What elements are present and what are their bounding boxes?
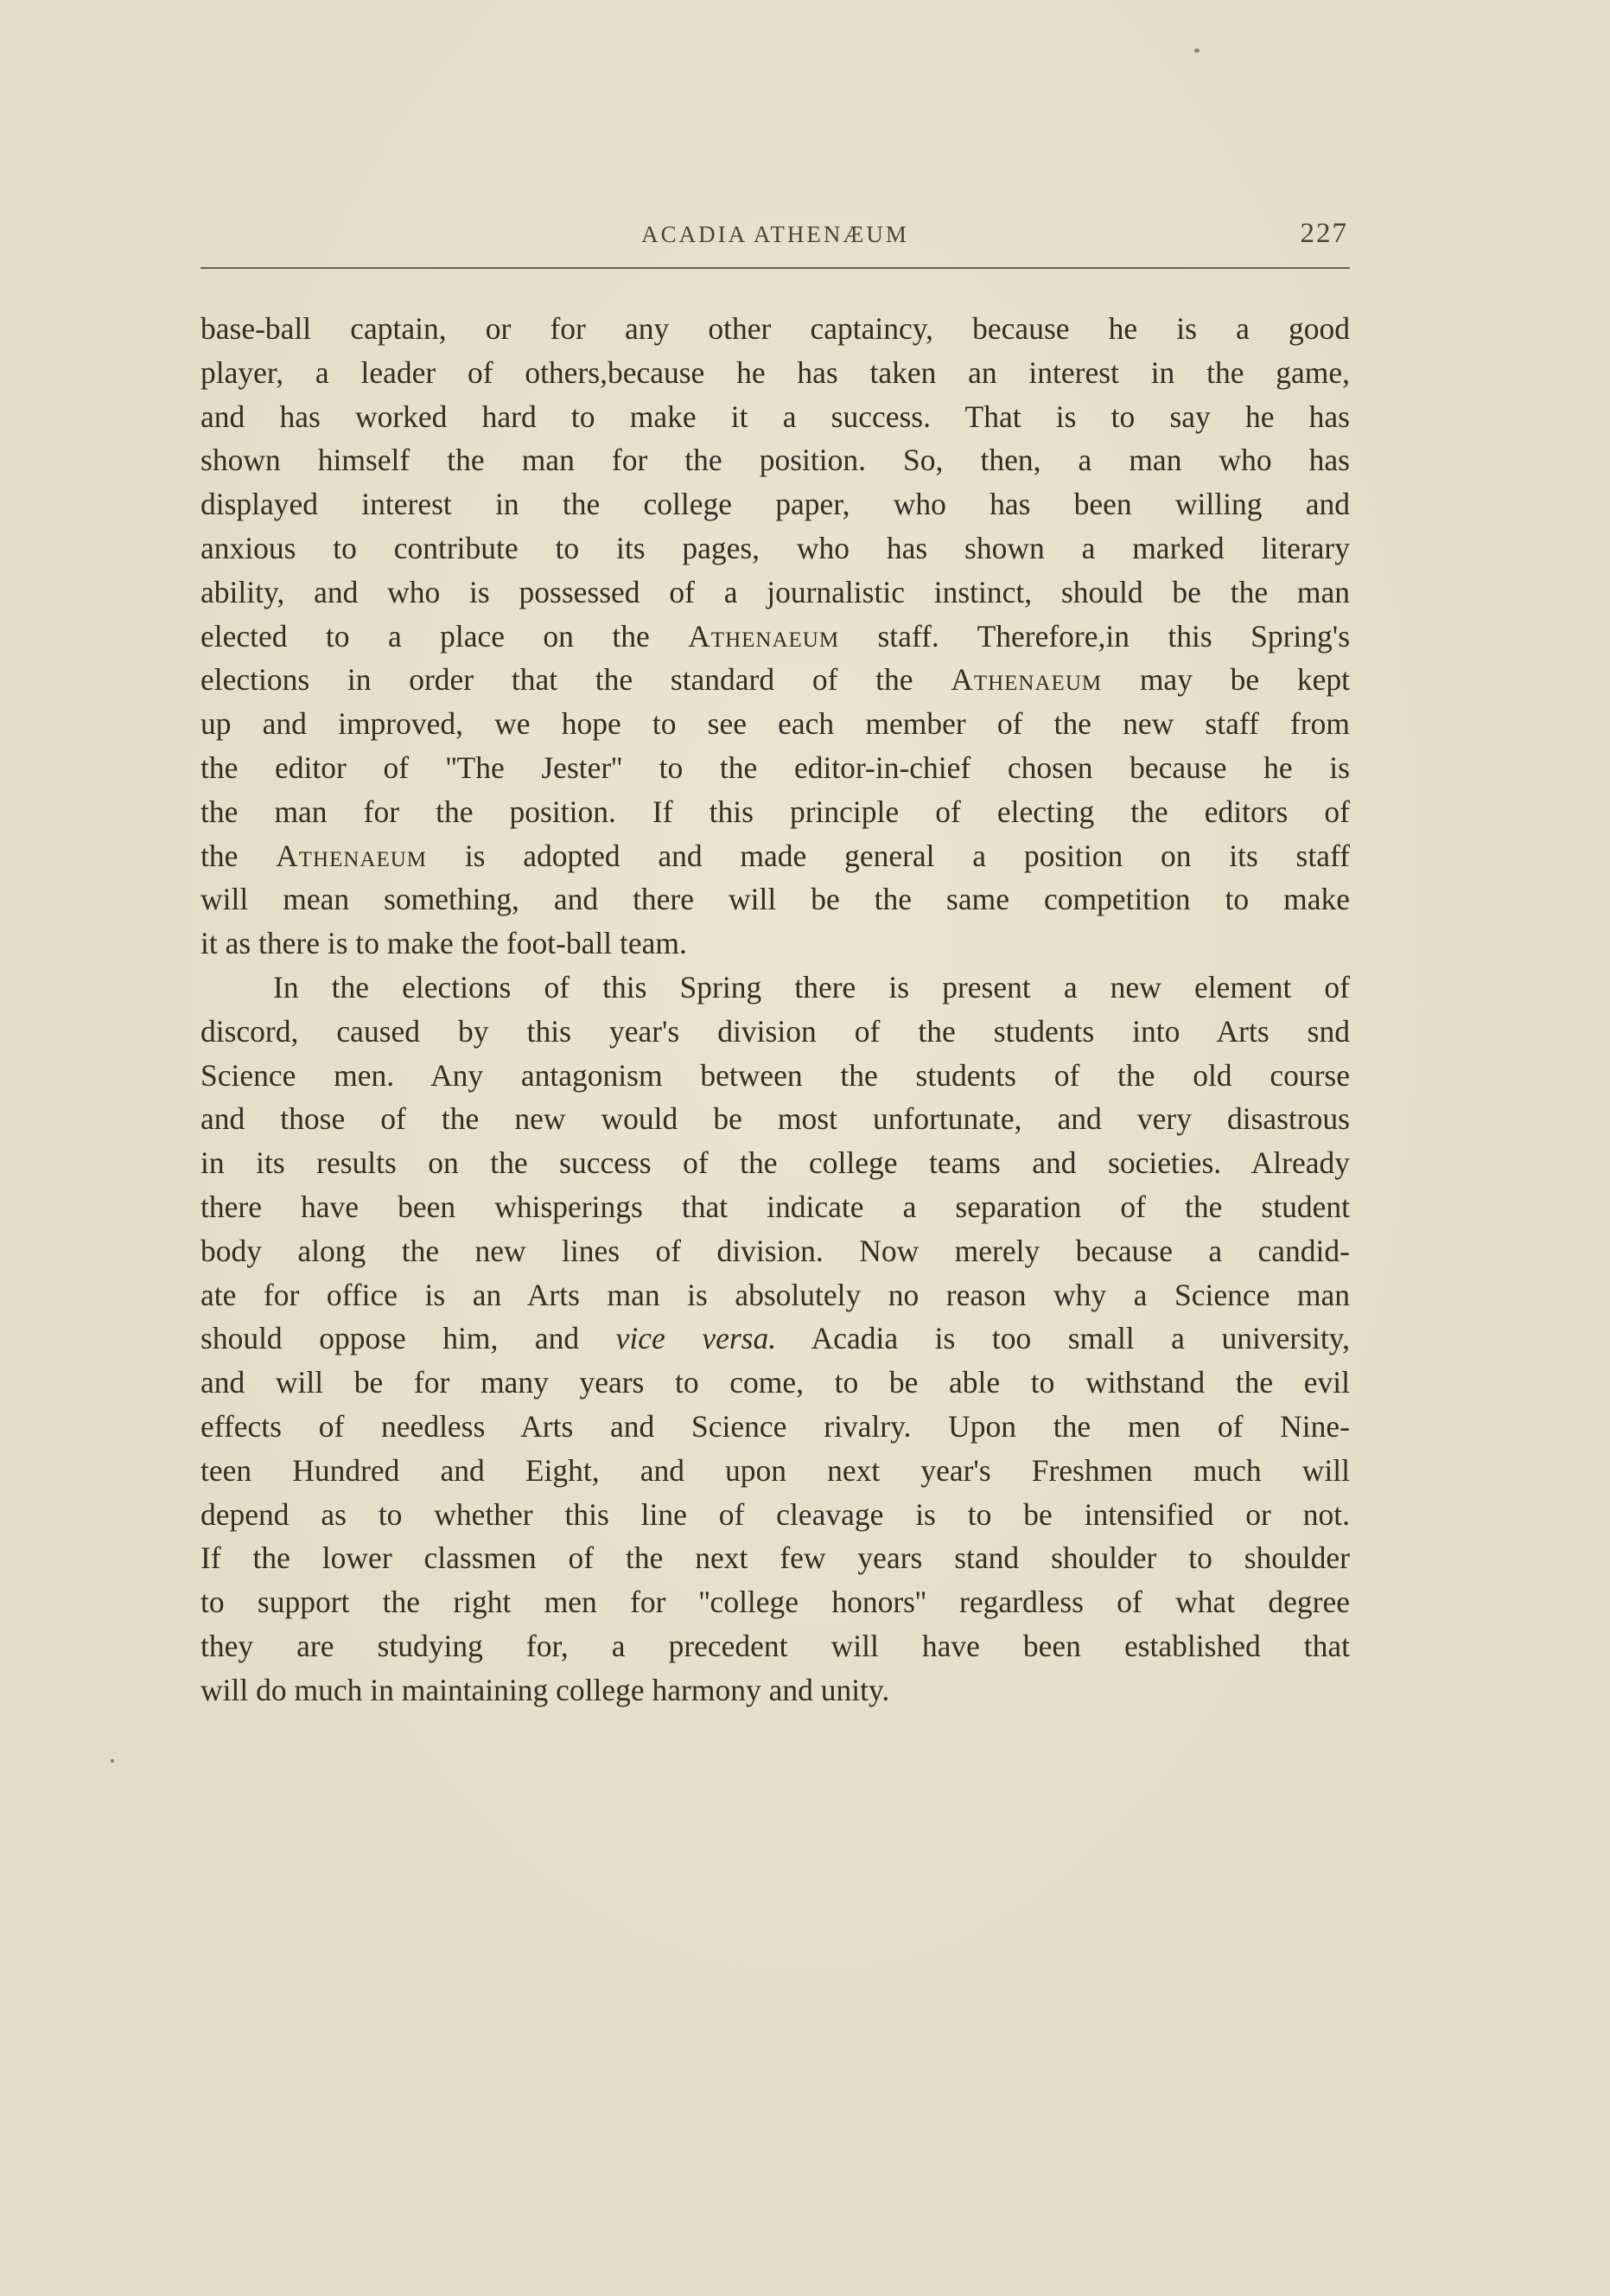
journal-name: Athenaeum [276,838,428,873]
text-line: discord, caused by this year's division of the students into Arts snd [200,1013,1350,1049]
running-title: ACADIA ATHENÆUM [641,221,909,247]
text-line: and has worked hard to make it a success. That is to say he has [200,399,1350,434]
text-segment: elections in order that the standard of the [200,662,951,698]
text-line: will do much in maintaining college harmony and unity. [200,1672,890,1707]
text-line: shown himself the man for the position. So, then, a man who has [200,443,1350,478]
header-rule [200,267,1350,269]
running-head [200,218,1350,261]
journal-name: Athenaeum [951,662,1103,698]
text-line: If the lower classmen of the next few years stand shoulder to shoulder [200,1540,1350,1576]
text-line: ate for office is an Arts man is absolutely no reason why a Science man [200,1277,1350,1312]
text-line: there have been whisperings that indicate a separation of the student [200,1189,1350,1224]
italic-phrase: vice versa. [615,1321,777,1356]
text-line: In the elections of this Spring there is present a new element of [273,969,1350,1004]
text-line: the editor of ''The Jester'' to the editor-in-chief chosen because he is [200,749,1350,785]
text-line: it as there is to make the foot-ball team. [200,926,687,961]
text-segment: is adopted and made general a position on its staff [427,838,1350,873]
text-line: and will be for many years to come, to be able to withstand the evil [200,1365,1350,1400]
text-line: effects of needless Arts and Science rivalry. Upon the men of Nine- [200,1408,1350,1444]
text-line: base-ball captain, or for any other captaincy, because he is a good [200,311,1350,346]
paper-speck [111,1759,114,1763]
page-number: 227 [1300,218,1348,249]
text-line: anxious to contribute to its pages, who has shown a marked literary [200,530,1350,565]
text-line: they are studying for, a precedent will have been established that [200,1628,1350,1663]
text-line: depend as to whether this line of cleavage is to be intensified or not. [200,1496,1350,1532]
text-line [200,615,1350,659]
paragraph-1 [200,307,1350,966]
text-segment: may be kept [1102,662,1350,698]
text-line: the man for the position. If this principle of electing the editors of [200,794,1350,829]
text-line: up and improved, we hope to see each member of the new staff from [200,706,1350,742]
text-segment: elected to a place on the [200,618,689,654]
article-body [200,307,1350,1712]
paper-speck [1194,48,1200,53]
text-segment: should oppose him, and [200,1321,616,1356]
text-line: displayed interest in the college paper, who has been willing and [200,487,1350,522]
text-line [200,834,1350,878]
text-line [200,1317,1350,1361]
journal-name: Athenaeum [688,618,840,654]
text-line: ability, and who is possessed of a journalistic instinct, should be the man [200,574,1350,609]
text-line: to support the right men for ''college honors'' regardless of what degree [200,1585,1350,1620]
text-line: player, a leader of others,because he has taken an interest in the game, [200,354,1350,390]
text-line: Science men. Any antagonism between the students of the old course [200,1057,1350,1093]
text-segment: the [200,838,277,873]
text-line: and those of the new would be most unfortunate, and very disastrous [200,1101,1350,1137]
text-line: body along the new lines of division. Now merely because a candid- [200,1233,1350,1268]
text-segment: staff. Therefore,in this Spring's [839,618,1351,654]
text-line: teen Hundred and Eight, and upon next year's Freshmen much will [200,1452,1350,1488]
text-line: will mean something, and there will be the same competition to make [200,882,1350,917]
text-line [200,658,1350,702]
text-line: in its results on the success of the college teams and societies. Already [200,1145,1350,1181]
text-segment: Acadia is too small a university, [776,1321,1351,1356]
paragraph-2 [200,966,1350,1712]
